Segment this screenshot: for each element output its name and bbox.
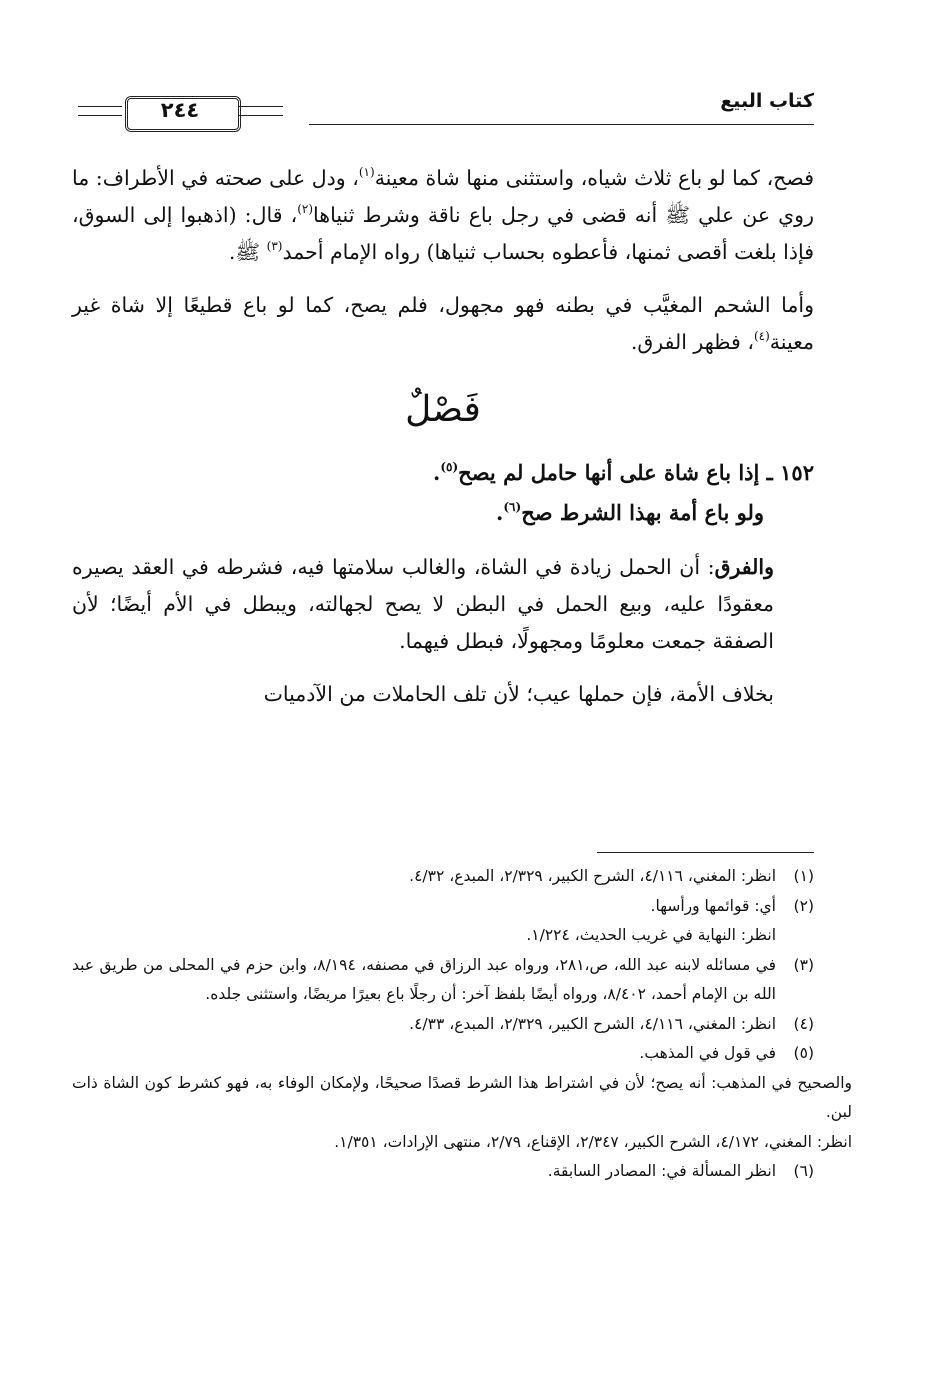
page-header [64, 78, 814, 142]
footnote-ref-3[interactable]: (٣) [266, 239, 283, 253]
rule-152b-text: ولو باع أمة بهذا الشرط صح [521, 500, 764, 525]
p1-text-c: ، قال: (اذهبوا إلى السوق، فإذا بلغت أقصى ثمنها، فأعطوه بحساب ثنياها) رواه الإمام أحمد [72, 203, 814, 264]
section-heading [72, 389, 814, 431]
footnote-ref-5[interactable]: (٥) [440, 460, 459, 474]
p3-text: : أن الحمل زيادة في الشاة، والغالب سلامتها فيه، فشرطه في العقد يصيره معقودًا عليه، وبيع الحمل في البطن لا يصح لجهالته، ويبطل في الأم أيضًا؛ لأن الصفقة جمعت معلومًا ومجهولًا، فبطل فيهما. [72, 555, 774, 653]
p1-text-d: ﷺ. [228, 240, 267, 264]
footnote-text: انظر: النهاية في غريب الحديث، ١/٢٢٤. [526, 926, 776, 944]
footnote-number: (٤) [793, 1014, 814, 1033]
footnote-number [776, 921, 814, 951]
footnote-ref-4[interactable]: (٤) [753, 329, 770, 343]
running-title: كتاب البيع [720, 90, 814, 112]
rule-152-b [72, 493, 814, 533]
footnote-text: انظر: المغني، ٤/١٧٢، الشرح الكبير، ٢/٣٤٧، الإقناع، ٢/٧٩، منتهى الإرادات، ١/٣٥١. [334, 1132, 852, 1151]
header-rule [309, 124, 814, 125]
footnote-text: انظر: المغني، ٤/١١٦، الشرح الكبير، ٢/٣٢٩، المبدع، ٤/٣٣. [409, 1014, 776, 1033]
ornament-lines-left [78, 106, 122, 116]
footnote-6 [72, 1157, 814, 1187]
footnote-text: في قول في المذهب. [639, 1044, 776, 1062]
footnote-5 [72, 1039, 814, 1069]
rule-152-end: . [433, 460, 441, 485]
main-text [72, 160, 814, 729]
ornament-lines-right [239, 106, 283, 116]
paragraph-1 [72, 160, 814, 271]
footnote-5-cont-b [72, 1128, 852, 1158]
footnote-ref-6[interactable]: (٦) [503, 500, 522, 514]
page-number-ornament [78, 96, 283, 126]
footnote-2-cont [72, 921, 814, 951]
p1-text-a: فصح، كما لو باع ثلاث شياه، واستثنى منها شاة معينة [374, 166, 814, 190]
footnote-number: (٥) [793, 1044, 814, 1062]
section-heading-text: فَصْلٌ [405, 389, 481, 430]
rule-152-text: ١٥٢ ـ إذا باع شاة على أنها حامل لم يصح [458, 460, 814, 485]
footnote-1 [72, 862, 814, 892]
footnote-text: انظر المسألة في: المصادر السابقة. [547, 1162, 776, 1180]
paragraph-2 [72, 287, 814, 361]
rule-152 [72, 453, 814, 493]
page-number: ٢٤٤ [160, 98, 200, 122]
p4-text: بخلاف الأمة، فإن حملها عيب؛ لأن تلف الحاملات من الآدميات [263, 682, 774, 706]
footnote-text: انظر: المغني، ٤/١١٦، الشرح الكبير، ٢/٣٢٩، المبدع، ٤/٣٢. [409, 867, 776, 885]
footnote-text: والصحيح في المذهب: أنه يصح؛ لأن في اشتراط هذا الشرط قصدًا صحيحًا، ولإمكان الوفاء به، فهو كشرط كون الشاة ذات لبن. [72, 1073, 852, 1121]
footnote-5-cont-a [72, 1069, 852, 1128]
footnote-number: (٣) [793, 955, 814, 974]
footnote-4 [72, 1010, 814, 1040]
paragraph-4 [72, 676, 814, 713]
footnote-number: (٦) [793, 1162, 814, 1180]
footnote-2 [72, 892, 814, 922]
footnotes [72, 862, 852, 1187]
footnote-number: (١) [793, 867, 814, 885]
footnote-ref-1[interactable]: (١) [358, 165, 375, 179]
footnote-text: في مسائله لابنه عبد الله، ص،٢٨١، ورواه عبد الرزاق في مصنفه، ٨/١٩٤، وابن حزم في المحلى من طريق عبد الله بن الإمام أحمد، ٨/٤٠٢، ورواه أيضًا بلفظ آخر: أن رجلًا باع بعيرًا مريضًا، واستثنى جلده. [72, 955, 777, 1003]
footnote-separator [597, 852, 814, 853]
footnote-ref-2[interactable]: (٢) [297, 202, 314, 216]
footnote-text: أي: قوائمها ورأسها. [650, 896, 776, 915]
rule-152b-end: . [496, 500, 504, 525]
p1-text-b: ، ودل على صحته في الأطراف: ما روي عن علي ﷺ أنه قضى في رجل باع ناقة وشرط ثنياها [72, 166, 814, 227]
footnote-number: (٢) [793, 896, 814, 915]
difference-label: والفرق [714, 555, 774, 579]
p2-text-b: ، فظهر الفرق. [630, 330, 754, 354]
p2-text-a: وأما الشحم المغيَّب في بطنه فهو مجهول، فلم يصح، كما لو باع قطيعًا إلا شاة غير معينة [72, 293, 814, 354]
footnote-3 [72, 951, 814, 1010]
paragraph-3 [72, 549, 814, 660]
